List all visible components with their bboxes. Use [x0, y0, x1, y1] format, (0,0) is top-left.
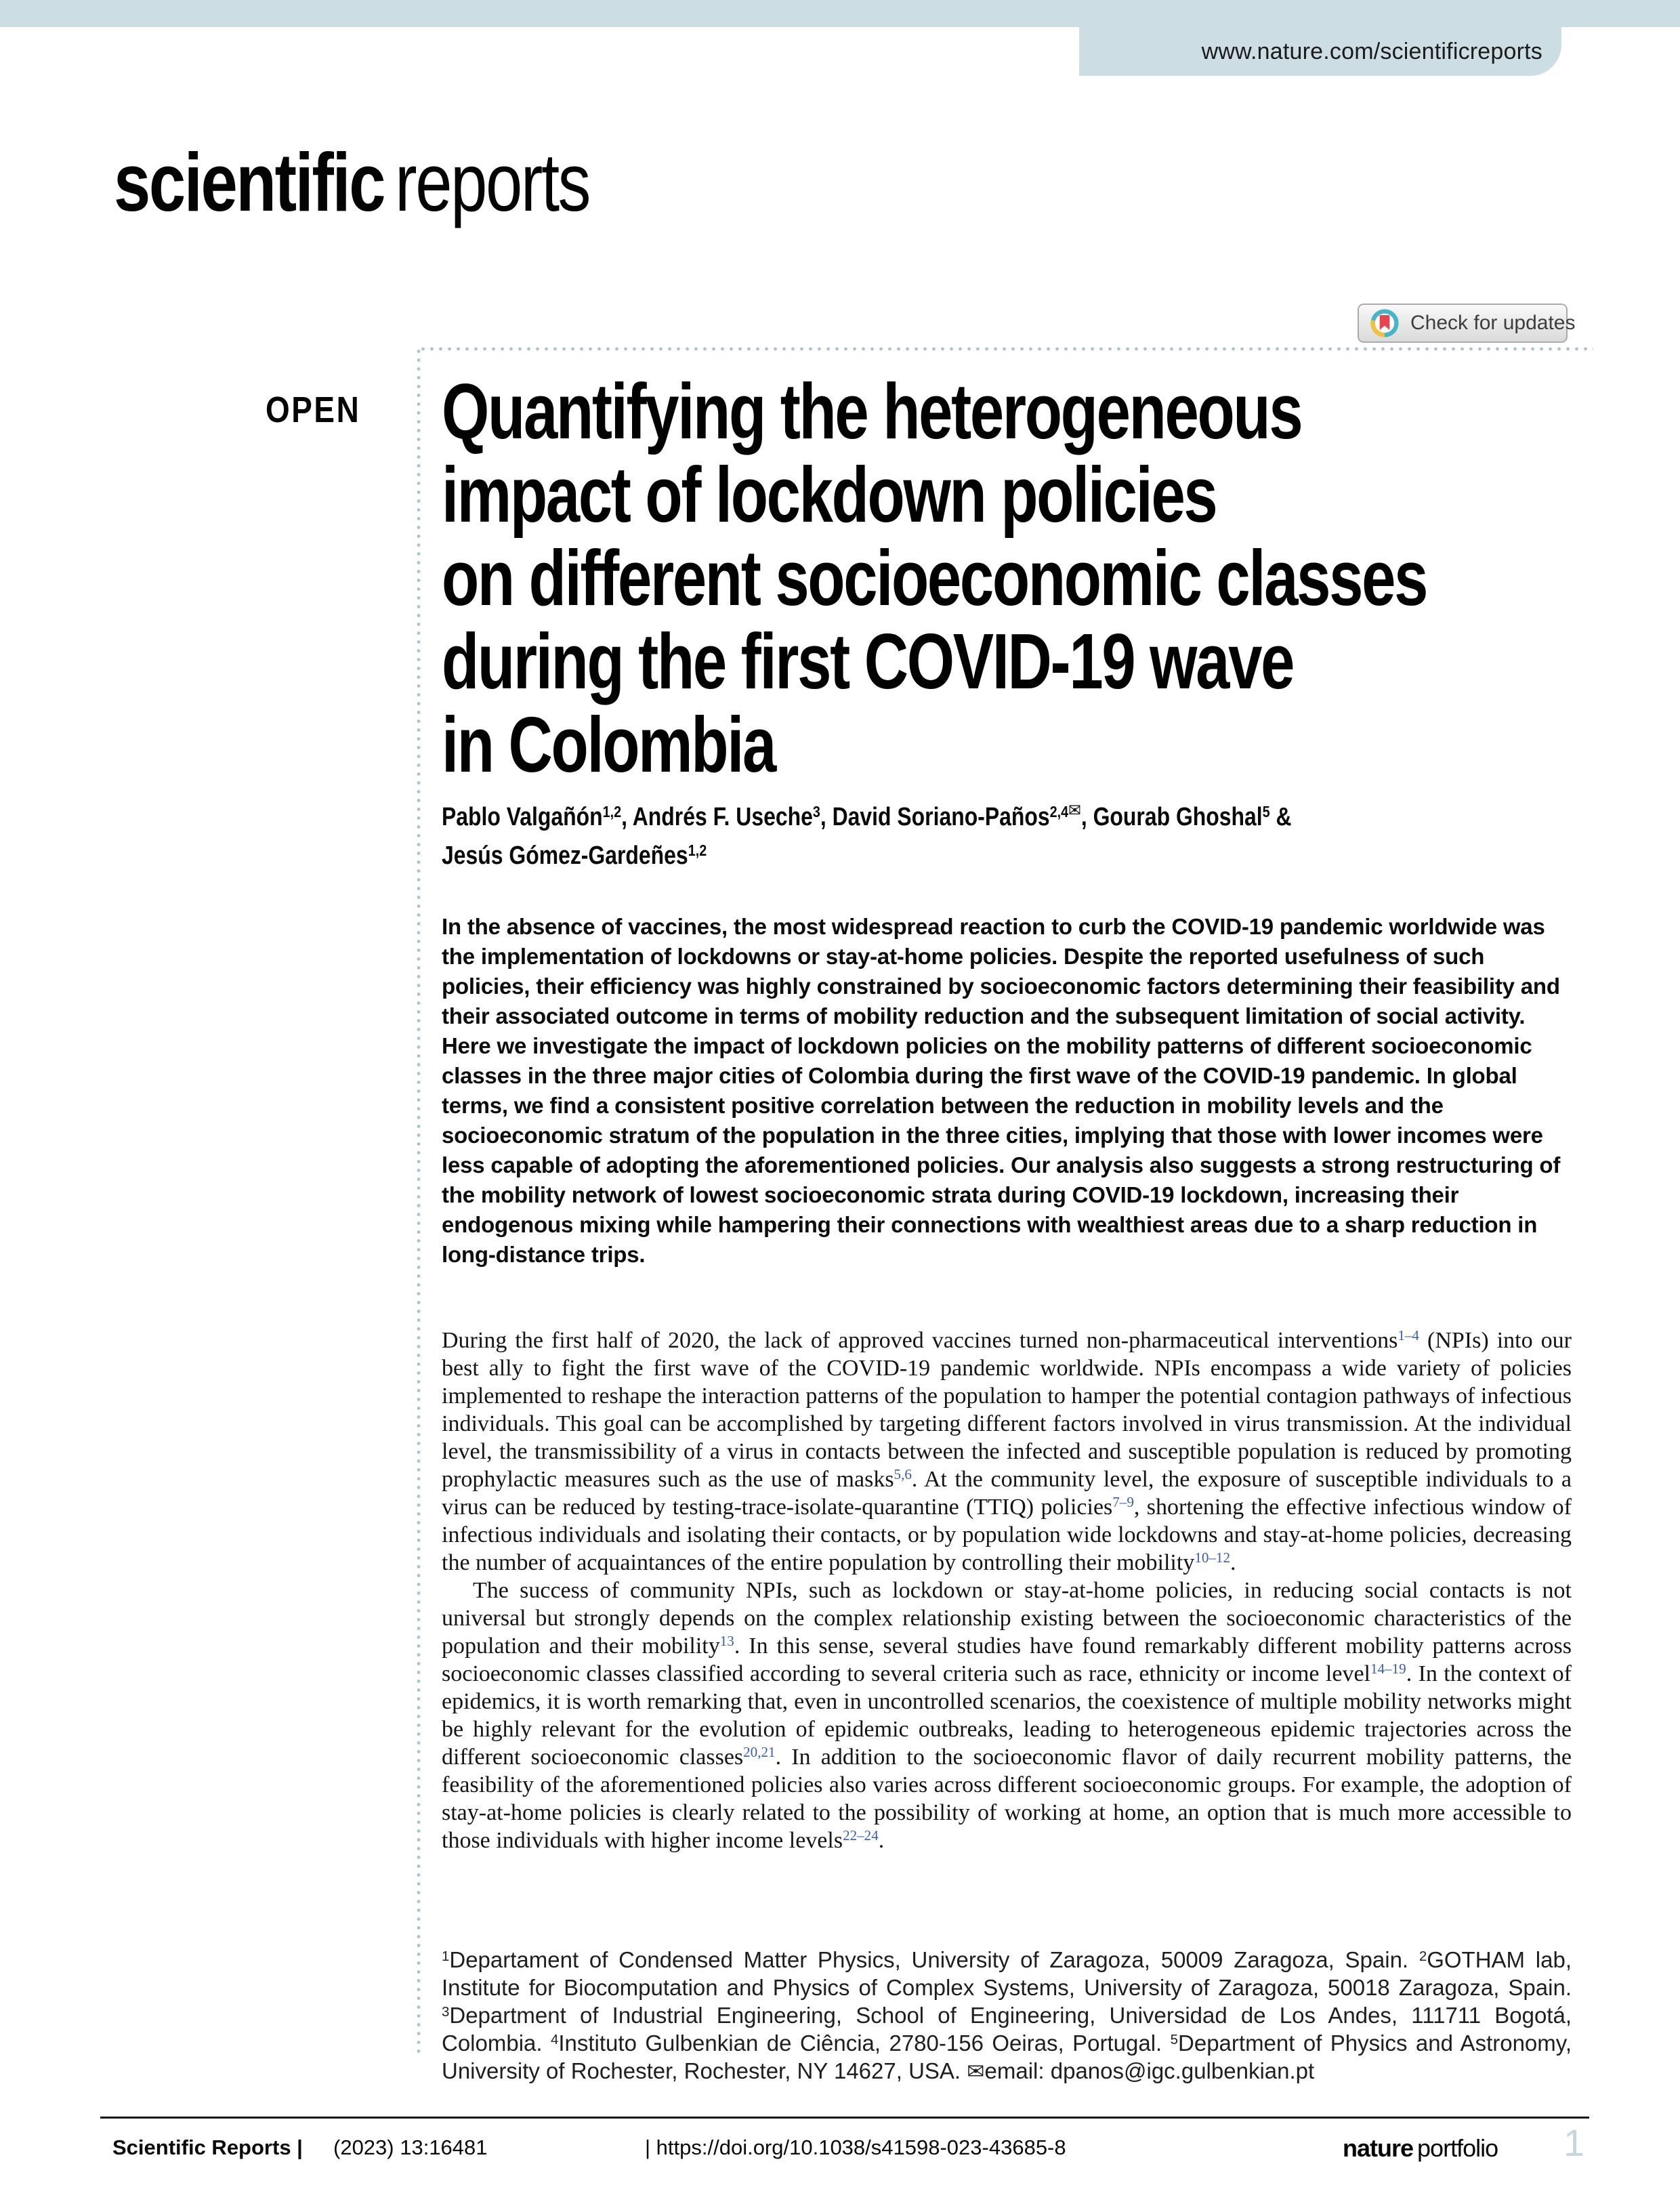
text-run: Department of Physics and Astronomy, University of Rochester, Rochester, NY 14627, USA.: [442, 2030, 1572, 2083]
reference-superscript: 7–9: [1112, 1494, 1134, 1511]
footer-journal-name: Scientific Reports |: [112, 2136, 303, 2159]
affiliation-superscript: 1,2: [688, 841, 707, 860]
text-run: email:: [984, 2058, 1051, 2083]
dotted-divider-horizontal: [419, 347, 1593, 351]
reference-superscript: 22–24: [843, 1827, 879, 1844]
footer-doi-link[interactable]: | https://doi.org/10.1038/s41598-023-43685-8: [645, 2136, 1066, 2159]
journal-logo-light: reports: [395, 136, 590, 228]
affiliation-superscript: 1: [442, 1948, 450, 1964]
affiliation-superscript: 5: [1262, 803, 1270, 821]
abstract-text: In the absence of vaccines, the most widespread reaction to curb the COVID-19 pandemic worldwide was the implementation of lockdowns or stay-at-home policies. Despite the reported usefulness of such policies, their efficiency was highly constrained by socioeconomic factors determining their feasibility and their associated outcome in terms of mobility reduction and the subsequent limitation of social activity. Here we investigate the impact of lockdown policies on the mobility patterns of different socioeconomic classes in the three major cities of Colombia during the first wave of the COVID-19 pandemic. In global terms, we find a consistent positive correlation between the reduction in mobility levels and the socioeconomic stratum of the population in the three cities, implying that those with lower incomes were less capable of adopting the aforementioned policies. Our analysis also suggests a strong restructuring of the mobility network of lowest socioeconomic strata during COVID-19 lockdown, increasing their endogenous mixing while hampering their connections with wealthiest areas due to a sharp reduction in long-distance trips.: [442, 914, 1561, 1267]
text-run: , Gourab Ghoshal: [1080, 803, 1263, 831]
text-run: . In the context of epidemics, it is worth remarking that, even in uncontrolled scenarios, the coexistence of multiple mobility networks might be highly relevant for the evolution of epidemic outbreaks, leading to heterogeneous epidemic trajectories across the different socioeconomic classes: [442, 1661, 1572, 1770]
email-link[interactable]: dpanos@igc.gulbenkian.pt: [1050, 2058, 1315, 2083]
text-run: Pablo Valgañón: [442, 803, 603, 831]
reference-superscript: 5,6: [894, 1466, 912, 1483]
reference-superscript: 1–4: [1398, 1327, 1419, 1344]
affiliation-superscript: 3: [812, 803, 820, 821]
text-run: &: [1269, 803, 1292, 831]
author-line: [442, 798, 1292, 837]
text-run: , David Soriano-Paños: [820, 803, 1050, 831]
envelope-icon: ✉: [967, 2060, 985, 2083]
article-body: [442, 1327, 1572, 1854]
affiliation-superscript: 5: [1170, 2031, 1179, 2047]
text-run: , shortening the effective infectious window of infectious individuals and isolating their contacts, or by population wide lockdowns and stay-at-home policies, decreasing the number of acquaintances of the entire population by controlling their mobility: [442, 1495, 1572, 1575]
text-run: GOTHAM lab, Institute for Biocomputation and Physics of Complex Systems, University of Zaragoza, 50018 Zaragoza, Spain.: [442, 1947, 1572, 2000]
journal-logo: [114, 136, 590, 228]
article-title: [442, 367, 1427, 789]
text-run: The success of community NPIs, such as lockdown or stay-at-home policies, in reducing social contacts is not universal but strongly depends on the complex relationship existing between the socioeconomic characteristics of the population and their mobility: [442, 1578, 1572, 1659]
text-run: . In this sense, several studies have found remarkably different mobility patterns across socioeconomic classes classified according to several criteria such as race, ethnicity or income level: [442, 1633, 1572, 1686]
text-run: Departament of Condensed Matter Physics, University of Zaragoza, 50009 Zaragoza, Spain.: [449, 1947, 1419, 1972]
check-for-updates-button[interactable]: [1358, 304, 1576, 343]
text-run: .: [1230, 1550, 1236, 1575]
check-for-updates-label: Check for updates: [1410, 312, 1576, 334]
reference-superscript: 13: [719, 1633, 734, 1650]
affiliation-superscript: 2: [1419, 1948, 1427, 1964]
affiliation-superscript: 2,4: [1049, 803, 1069, 821]
footer-page-number: 1: [1563, 2121, 1585, 2164]
title-line: Quantifying the heterogeneous: [442, 367, 1302, 455]
affiliations-text: [442, 1947, 1572, 2083]
journal-logo-bold: scientific: [114, 136, 385, 228]
text-run: .: [878, 1828, 885, 1853]
author-list: [442, 798, 1292, 875]
site-url-tab: [1079, 0, 1561, 76]
footer-citation: (2023) 13:16481: [333, 2136, 488, 2159]
text-run: Jesús Gómez-Gardeñes: [442, 841, 688, 870]
reference-superscript: 14–19: [1370, 1661, 1406, 1678]
author-line: [442, 837, 1292, 875]
text-run: . In addition to the socioeconomic flavor of daily recurrent mobility patterns, the feasibility of the aforementioned policies also varies across different socioeconomic groups. For example, the adoption of stay-at-home policies is clearly related to the possibility of working at home, an option that is much more accessible to those individuals with higher income levels: [442, 1745, 1572, 1853]
footer-rule: [100, 2117, 1589, 2119]
open-access-label: OPEN: [266, 390, 361, 430]
body-paragraph: [442, 1327, 1572, 1577]
text-run: During the first half of 2020, the lack of approved vaccines turned non-pharmaceutical interventions: [442, 1328, 1398, 1353]
body-paragraph: [442, 1577, 1572, 1854]
crossmark-icon: [1370, 308, 1400, 338]
title-line: during the first COVID-19 wave: [442, 617, 1294, 705]
text-run: , Andrés F. Useche: [621, 803, 813, 831]
footer-brand: [1343, 2134, 1498, 2163]
affiliation-superscript: 3: [442, 2003, 450, 2020]
title-line: impact of lockdown policies: [442, 451, 1217, 539]
affiliation-superscript: 4: [550, 2031, 559, 2047]
affiliations-footnote: [442, 1946, 1572, 2085]
text-run: Department of Industrial Engineering, School of Engineering, Universidad de Los Andes, 111711 Bogotá, Colombia.: [442, 2003, 1572, 2056]
footer-brand-portfolio: portfolio: [1417, 2134, 1498, 2162]
affiliation-superscript: 1,2: [602, 803, 622, 821]
footer-brand-nature: nature: [1343, 2134, 1414, 2162]
text-run: . At the community level, the exposure of susceptible individuals to a virus can be reduced by testing-trace-isolate-quarantine (TTIQ) policies: [442, 1467, 1572, 1520]
dotted-divider-vertical: [417, 347, 421, 2056]
text-run: (NPIs) into our best ally to fight the first wave of the COVID-19 pandemic worldwide. NPIs encompass a wide variety of policies implemented to reshape the interaction patterns of the population to hamper the potential contagion pathways of infectious individuals. This goal can be accomplished by targeting different factors involved in virus transmission. At the individual level, the transmissibility of a virus in contacts between the infected and susceptible population is reduced by promoting prophylactic measures such as the use of masks: [442, 1328, 1572, 1492]
text-run: Instituto Gulbenkian de Ciência, 2780-156 Oeiras, Portugal.: [558, 2030, 1171, 2056]
envelope-icon: ✉: [1068, 799, 1081, 820]
reference-superscript: 20,21: [743, 1744, 776, 1761]
site-url-text: www.nature.com/scientificreports: [1201, 39, 1542, 64]
title-line: on different socioeconomic classes: [442, 534, 1427, 622]
title-line: in Colombia: [442, 701, 776, 789]
reference-superscript: 10–12: [1194, 1549, 1231, 1566]
